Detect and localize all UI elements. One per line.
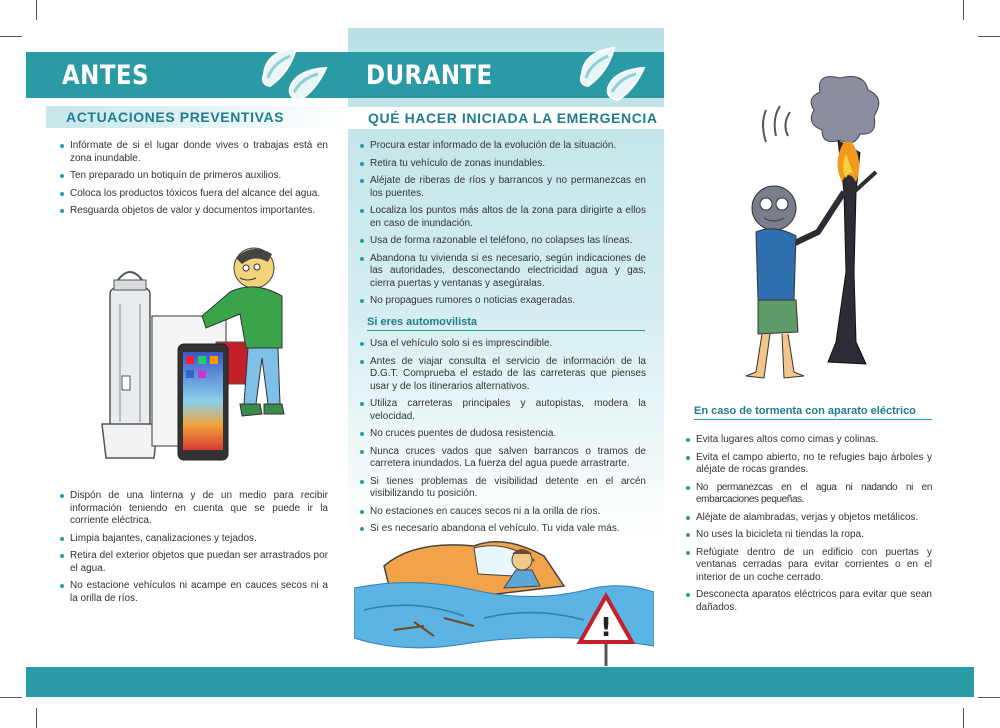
list-item: Ten preparado un botiquín de primeros auxilios.: [60, 170, 328, 183]
list-item: No cruces puentes de dudosa resistencia.: [360, 428, 646, 441]
list-item: Retira tu vehículo de zonas inundables.: [360, 158, 646, 171]
automovilista-section-title: Si eres automovilista: [367, 316, 645, 331]
list-item: Antes de viajar consulta el servicio de información de la D.G.T. Comprueba el estado de las carreteras que pienses usar y de los itinerarios alternativos.: [360, 356, 646, 394]
durante-title: DURANTE: [366, 60, 493, 91]
crop-mark: [0, 697, 22, 698]
tormenta-list: [686, 434, 932, 619]
list-item: Retira del exterior objetos que puedan ser arrastrados por el agua.: [60, 550, 328, 575]
svg-text:!: !: [600, 613, 612, 643]
list-item: Dispón de una linterna y de un medio para recibir información teniendo en cuenta que se puede ir la corriente eléctrica.: [60, 490, 328, 528]
crop-mark: [963, 0, 964, 20]
antes-title: ANTES: [62, 60, 149, 91]
durante-subtitle: QUÉ HACER INICIADA LA EMERGENCIA: [348, 107, 664, 129]
flooded-car-illustration: [354, 526, 654, 666]
tormenta-section-title: En caso de tormenta con aparato eléctrico: [694, 405, 932, 420]
list-item: Infórmate de si el lugar donde vives o trabajas está en zona inundable.: [60, 140, 328, 165]
list-item: No estaciones en cauces secos ni a la orilla de ríos.: [360, 506, 646, 519]
list-item: Nunca cruces vados que salven barrancos o tramos de carretera inundados. La fuerza del agua puede arrastrarte.: [360, 446, 646, 471]
list-item: Coloca los productos tóxicos fuera del alcance del agua.: [60, 188, 328, 201]
list-item: No permanezcas en el agua ni nadando ni en embarcaciones pequeñas.: [686, 482, 932, 507]
list-item: Aléjate de riberas de ríos y barrancos y no permanezcas en los puentes.: [360, 175, 646, 200]
antes-list-top: [60, 140, 328, 223]
list-item: Localiza los puntos más altos de la zona para dirigirte a ellos en caso de inundación.: [360, 205, 646, 230]
list-item: Evita lugares altos como cimas y colinas.: [686, 434, 932, 447]
list-item: Usa el vehículo solo si es imprescindible.: [360, 338, 646, 351]
list-item: Limpia bajantes, canalizaciones y tejados.: [60, 533, 328, 546]
flashlight-phone-man-illustration: [96, 244, 306, 464]
list-item: Evita el campo abierto, no te refugies bajo árboles y aléjate de rocas grandes.: [686, 452, 932, 477]
list-item: No propagues rumores o noticias exageradas.: [360, 295, 646, 308]
list-item: Desconecta aparatos eléctricos para evitar que sean dañados.: [686, 589, 932, 614]
list-item: No uses la bicicleta ni tiendas la ropa.: [686, 529, 932, 542]
lightning-victim-tree-illustration: [736, 72, 886, 382]
list-item: Si es necesario abandona el vehículo. Tu vida vale más.: [360, 523, 646, 536]
crop-mark: [0, 36, 22, 37]
list-item: Refúgiate dentro de un edificio con puertas y ventanas cerradas para evitar corrientes o en el interior de un coche cerrado.: [686, 547, 932, 585]
list-item: No estacione vehículos ni acampe en cauces secos ni a la orilla de ríos.: [60, 580, 328, 605]
crop-mark: [963, 708, 964, 728]
list-item: Usa de forma razonable el teléfono, no colapses las líneas.: [360, 235, 646, 248]
antes-list-bottom: [60, 490, 328, 610]
crop-mark: [36, 708, 37, 728]
water-drops-icon: [256, 44, 332, 104]
crop-mark: [978, 36, 1000, 37]
antes-subtitle: ACTUACIONES PREVENTIVAS: [46, 106, 348, 128]
list-item: Si tienes problemas de visibilidad detente en el arcén visibilizando tu posición.: [360, 476, 646, 501]
water-drops-icon: [574, 44, 650, 104]
durante-list: [360, 140, 646, 313]
crop-mark: [36, 0, 37, 20]
list-item: Procura estar informado de la evolución de la situación.: [360, 140, 646, 153]
list-item: Abandona tu vivienda si es necesario, según indicaciones de las autoridades, desconectando electricidad agua y gas, cierra puertas y ventanas y asegúralas.: [360, 253, 646, 291]
crop-mark: [978, 697, 1000, 698]
automovilista-list: [360, 338, 646, 541]
list-item: Resguarda objetos de valor y documentos importantes.: [60, 205, 328, 218]
footer-band: [26, 667, 974, 697]
list-item: Aléjate de alambradas, verjas y objetos metálicos.: [686, 512, 932, 525]
list-item: Utiliza carreteras principales y autopistas, modera la velocidad.: [360, 398, 646, 423]
